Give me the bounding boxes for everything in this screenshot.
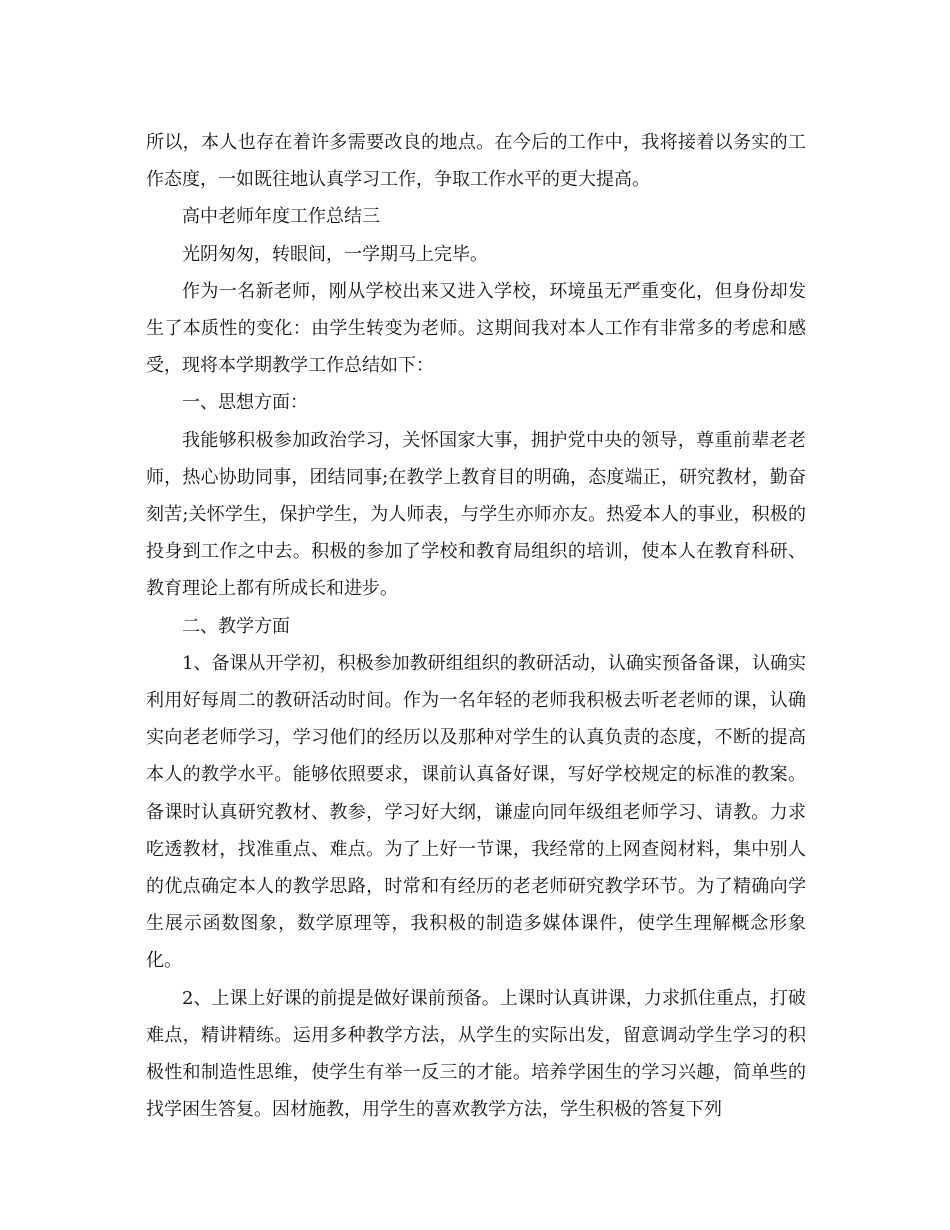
paragraph-1: 所以，本人也存在着许多需要改良的地点。在今后的工作中，我将接着以务实的工作态度，一如既往地认真学习工作，争取工作水平的更大提高。 [146,132,806,191]
paragraph-2: 光阴匆匆，转眼间，一学期马上完毕。 [182,243,488,265]
document-body [146,124,806,1128]
paragraph-3: 作为一名新老师，刚从学校出来又进入学校，环境虽无严重变化，但身份却发生了本质性的变化：由学生转变为老师。这期间我对本人工作有非常多的考虑和感受，现将本学期教学工作总结如下： [146,280,806,377]
subheading-teaching: 二、教学方面 [182,615,290,637]
section-title: 高中老师年度工作总结三 [182,206,380,228]
paragraph-6: 2、上课上好课的前提是做好课前预备。上课时认真讲课，力求抓住重点，打破难点，精讲精练。运用多种教学方法，从学生的实际出发，留意调动学生学习的积极性和制造性思维，使学生有举一反三的才能。培养学困生的学习兴趣，简单些的找学困生答复。因材施教，用学生的喜欢教学方法，学生积极的答复下列 [146,987,806,1121]
paragraph-5: 1、备课从开学初，积极参加教研组组织的教研活动，认确实预备备课，认确实利用好每周二的教研活动时间。作为一名年轻的老师我积极去听老老师的课，认确实向老老师学习，学习他们的经历以及那种对学生的认真负责的态度，不断的提高本人的教学水平。能够依照要求，课前认真备好课，写好学校规定的标准的教案。备课时认真研究教材、教参，学习好大纲，谦虚向同年级组老师学习、请教。力求吃透教材，找准重点、难点。为了上好一节课，我经常的上网查阅材料，集中别人的优点确定本人的教学思路，时常和有经历的老老师研究教学环节。为了精确向学生展示函数图象，数学原理等，我积极的制造多媒体课件，使学生理解概念形象化。 [146,652,806,972]
subheading-thought: 一、思想方面： [182,392,308,414]
paragraph-4: 我能够积极参加政治学习，关怀国家大事，拥护党中央的领导，尊重前辈老老师，热心协助同事，团结同事;在教学上教育目的明确，态度端正，研究教材，勤奋刻苦;关怀学生，保护学生，为人师表，与学生亦师亦友。热爱本人的事业，积极的投身到工作之中去。积极的参加了学校和教育局组织的培训，使本人在教育科研、教育理论上都有所成长和进步。 [146,429,806,600]
